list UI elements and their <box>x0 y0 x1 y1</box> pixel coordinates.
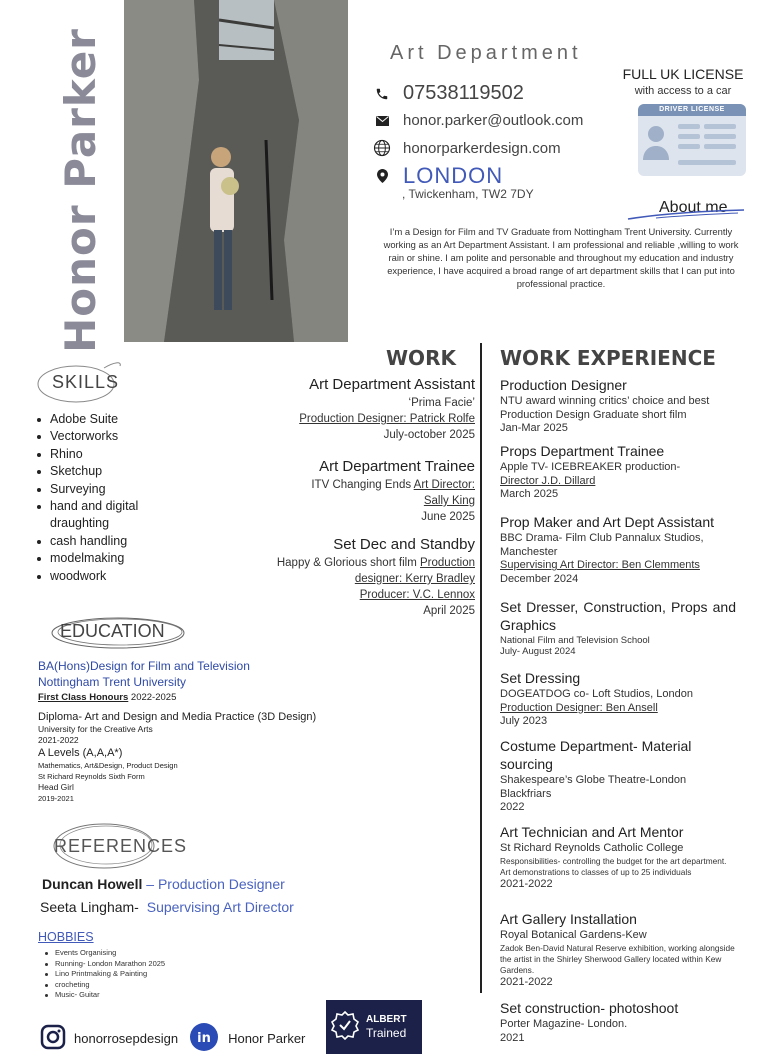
experience-desc: Porter Magazine- London. <box>500 1018 628 1030</box>
experience-title: Art Gallery Installation <box>500 911 637 927</box>
experience-entry <box>500 598 736 657</box>
experience-desc: DOGEATDOG co- Loft Studios, London <box>500 688 693 700</box>
alevels-subjects: Mathematics, Art&Design, Product Design <box>38 761 178 770</box>
experience-entry <box>500 442 736 502</box>
list-item: Lino Printmaking & Painting <box>44 969 165 980</box>
experience-title: Art Technician and Art Mentor <box>500 824 684 840</box>
job-production: Happy & Glorious short film <box>276 557 417 569</box>
list-item: Surveying <box>36 481 176 498</box>
experience-desc: Apple TV- ICEBREAKER production- <box>500 461 681 473</box>
list-item: woodwork <box>36 568 176 585</box>
honours: First Class Honours <box>38 692 129 703</box>
license-title: FULL UK LICENSE <box>622 66 744 82</box>
alevels-years: 2019-2021 <box>38 794 74 803</box>
svg-text:in: in <box>197 1031 211 1046</box>
experience-entry <box>500 823 736 891</box>
diploma-name: Diploma- Art and Design and Media Practice (3D Design) <box>38 711 317 723</box>
reference-2 <box>40 899 294 915</box>
linkedin-name[interactable]: Honor Parker <box>228 1031 306 1046</box>
list-item: Running- London Marathon 2025 <box>44 959 165 970</box>
about-text: I’m a Design for Film and TV Graduate from Nottingham Trent University. Currently working as an Art Department Assistant. I am professional and reliable ,willing to work rain or shine. I am polite and personable and throughout my education and industry experience, I have acquired a broad range of art department skills that I can put into professional practice. <box>383 226 739 289</box>
job-credit-producer: Producer: V.C. Lennox <box>359 589 475 601</box>
globe-icon <box>373 139 391 157</box>
experience-desc: BBC Drama- Film Club Pannalux Studios, Manchester <box>500 532 704 558</box>
experience-desc: Royal Botanical Gardens-Kew <box>500 929 647 941</box>
instagram-handle[interactable]: honorrosepdesign <box>74 1031 179 1046</box>
address-line: , Twickenham, TW2 7DY <box>402 187 534 201</box>
linkedin-icon[interactable] <box>190 1023 218 1054</box>
diploma-years: 2021-2022 <box>38 735 79 745</box>
candidate-name: Honor Parker <box>55 27 105 353</box>
list-item: Adobe Suite <box>36 411 176 428</box>
experience-date: July- August 2024 <box>500 646 576 657</box>
reference-name: Duncan Howell <box>42 876 143 892</box>
experience-desc: National Film and Television School <box>500 635 650 646</box>
experience-date: 2021-2022 <box>500 975 553 988</box>
experience-credit: Supervising Art Director: Ben Clemments <box>500 559 700 572</box>
education-block <box>38 658 328 804</box>
work-heading: WORK <box>386 346 456 370</box>
hobbies-list <box>44 948 165 1001</box>
badge-check-icon <box>330 1010 360 1045</box>
about-title: About me <box>659 199 728 216</box>
job-date: July-october 2025 <box>383 429 475 441</box>
list-item: Events Organising <box>44 948 165 959</box>
experience-entry <box>500 737 736 815</box>
license-card-label: DRIVER LICENSE <box>638 104 746 116</box>
job-date: June 2025 <box>421 511 475 523</box>
experience-title: Prop Maker and Art Dept Assistant <box>500 514 714 530</box>
experience-date: 2021 <box>500 1031 525 1044</box>
albert-trained-badge <box>326 1000 422 1054</box>
list-item: crocheting <box>44 980 165 991</box>
phone-row <box>373 82 524 105</box>
experience-title: Set Dresser, Construction, Props and Graphics <box>500 599 736 633</box>
experience-date: March 2025 <box>500 488 559 501</box>
license-card-art <box>638 116 746 176</box>
photo-scene <box>124 0 348 342</box>
job-credit-name: Sally King <box>423 495 475 507</box>
license-subtitle: with access to a car <box>634 85 732 97</box>
experience-entry <box>500 999 736 1045</box>
website-url[interactable]: honorparkerdesign.com <box>403 139 561 157</box>
experience-entry <box>500 513 736 586</box>
job-production: ‘Prima Facie’ <box>408 397 475 409</box>
alevels-school: St Richard Reynolds Sixth Form <box>38 772 145 781</box>
experience-note: Responsibilities- controlling the budget for the art department. <box>500 855 727 866</box>
experience-credit: Director J.D. Dillard <box>500 474 596 487</box>
experience-note: Zadok Ben-David Natural Reserve exhibition, working alongside the artist in the Shirley Sherwood Gallery located within Kew Gardens. <box>500 942 735 975</box>
job-production: ITV Changing Ends <box>311 479 412 491</box>
job-credit: Production designer: Kerry Bradley <box>354 557 475 585</box>
list-item: modelmaking <box>36 550 176 567</box>
alevels-name: A Levels (A,A,A*) <box>38 747 123 759</box>
experience-title: Set Dressing <box>500 670 581 686</box>
job-credit: Art Director: <box>413 479 475 491</box>
work-entry <box>235 457 475 525</box>
experience-date: 2021-2022 <box>500 877 553 890</box>
education-heading: EDUCATION <box>60 621 165 641</box>
honours-years: 2022-2025 <box>130 692 177 703</box>
experience-date: July 2023 <box>500 715 548 728</box>
job-title: Art Department Assistant <box>309 376 475 393</box>
experience-desc: St Richard Reynolds Catholic College <box>500 842 684 854</box>
location-row <box>373 163 503 189</box>
experience-date: 2022 <box>500 801 525 814</box>
department-title: Art Department <box>390 42 582 64</box>
list-item: Sketchup <box>36 463 176 480</box>
experience-title: Costume Department- Material sourcing <box>500 738 692 772</box>
experience-title: Props Department Trainee <box>500 443 665 459</box>
experience-title: Set construction- photoshoot <box>500 1000 679 1016</box>
list-item: Vectorworks <box>36 428 176 445</box>
list-item: hand and digital draughting <box>36 498 176 533</box>
experience-desc: Shakespeare’s Globe Theatre-London Blackfriars <box>500 774 687 800</box>
reference-1: Duncan Howell – Production Designer <box>42 876 285 892</box>
phone-number[interactable]: 07538119502 <box>403 82 524 104</box>
social-links <box>40 1023 305 1054</box>
profile-photo <box>124 0 348 342</box>
badge-line-1: ALBERT <box>366 1014 407 1025</box>
skills-heading: SKILLS <box>52 372 120 392</box>
reference-role: Production Designer <box>157 876 285 892</box>
location-pin-icon <box>373 169 391 183</box>
badge-line-2: Trained <box>366 1026 407 1040</box>
university-name: Nottingham Trent University <box>38 675 187 689</box>
job-credit: Production Designer: Patrick Rolfe <box>299 413 475 425</box>
job-title: Set Dec and Standby <box>333 536 475 553</box>
skills-list <box>36 411 176 585</box>
experience-entry <box>500 669 736 729</box>
column-divider <box>480 343 482 993</box>
experience-entry <box>500 910 736 989</box>
about-underline <box>626 206 748 222</box>
work-entry <box>235 535 475 619</box>
job-title: Art Department Trainee <box>319 458 475 475</box>
reference-role: Supervising Art Director <box>146 899 294 915</box>
mail-icon <box>373 116 391 126</box>
experience-entry <box>500 376 736 436</box>
degree-name: BA(Hons)Design for Film and Television <box>38 659 250 673</box>
email-row <box>373 112 583 129</box>
head-girl: Head Girl <box>38 782 74 792</box>
website-row <box>373 139 561 157</box>
experience-desc: NTU award winning critics’ choice and best Production Design Graduate short film <box>500 395 710 421</box>
list-item: cash handling <box>36 533 176 550</box>
phone-icon <box>373 87 391 101</box>
job-date: April 2025 <box>423 605 475 617</box>
experience-note: Art demonstrations to classes of up to 25 individuals <box>500 866 692 877</box>
instagram-icon[interactable] <box>40 1024 66 1053</box>
references-heading: REFERENCES <box>54 836 188 856</box>
diploma-school: University for the Creative Arts <box>38 724 153 734</box>
email-address[interactable]: honor.parker@outlook.com <box>403 112 584 129</box>
hobbies-heading: HOBBIES <box>38 930 94 944</box>
driver-license-icon <box>638 104 746 176</box>
work-experience-heading: WORK EXPERIENCE <box>500 346 716 370</box>
reference-name: Seeta Lingham- <box>40 899 139 915</box>
list-item: Rhino <box>36 446 176 463</box>
city-name: LONDON <box>403 163 504 188</box>
work-entry <box>235 375 475 443</box>
list-item: Music- Guitar <box>44 990 165 1001</box>
experience-date: December 2024 <box>500 572 579 585</box>
experience-date: Jan-Mar 2025 <box>500 422 568 435</box>
experience-title: Production Designer <box>500 377 627 393</box>
experience-credit: Production Designer: Ben Ansell <box>500 701 658 714</box>
